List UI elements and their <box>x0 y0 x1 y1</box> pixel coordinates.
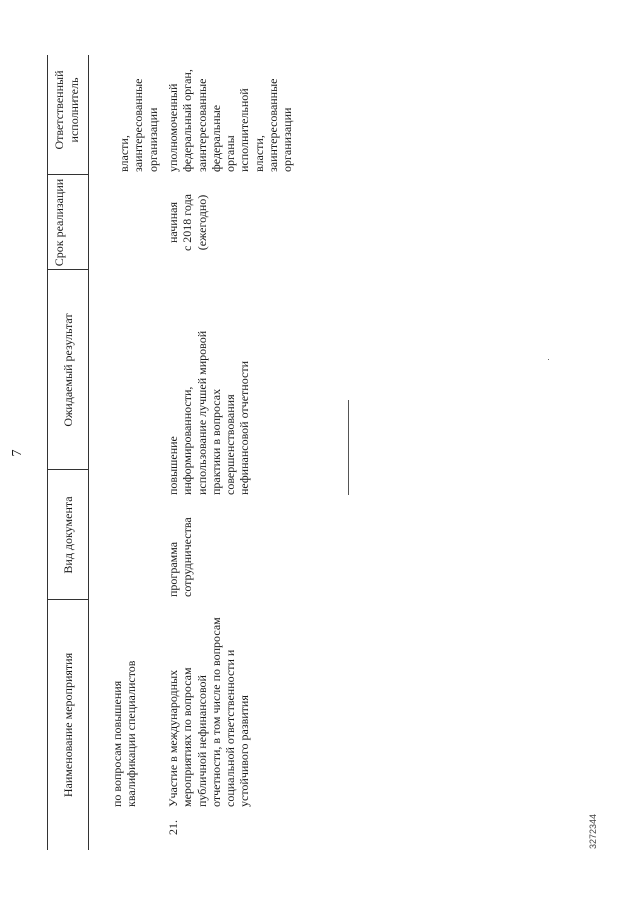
row-executor-line: организации <box>280 107 295 172</box>
document-code: 3272344 <box>588 813 598 849</box>
header-col-doc-type: Вид документа <box>61 496 75 574</box>
row-name-line: публичной нефинансовой <box>194 675 209 807</box>
row-name-line: устойчивого развития <box>237 695 252 807</box>
row-result-line: повышение <box>166 436 180 495</box>
row-name-cell <box>166 617 252 807</box>
header-col-executor <box>52 65 82 155</box>
row-result-cell <box>166 331 252 495</box>
row-executor-line: федеральный орган, <box>180 69 195 172</box>
row-doc-type-cell <box>166 517 195 597</box>
row-term-line: с 2018 года <box>180 193 195 252</box>
header-col-term <box>52 175 67 270</box>
continued-name-cell <box>110 661 139 807</box>
header-col-result: Ожидаемый результат <box>61 313 75 427</box>
continued-executor-line: власти, <box>117 135 131 172</box>
row-term-line: (ежегодно) <box>194 194 209 251</box>
row-executor-line: органы <box>223 135 238 172</box>
row-executor-cell <box>166 69 295 172</box>
row-executor-line: заинтересованные <box>266 78 281 172</box>
row-name-line: отчетности, в том числе по вопросам <box>208 617 223 807</box>
row-term-cell <box>166 175 209 270</box>
continued-name-line: по вопросам повышения <box>110 680 124 807</box>
row-result-line: совершенствования <box>223 394 238 495</box>
row-executor-line: власти, <box>251 135 266 172</box>
header-col-executor-text: Ответственный исполнитель <box>52 70 81 150</box>
scan-speck <box>548 359 549 360</box>
table-header-bottom-border <box>88 55 89 850</box>
end-of-table-separator <box>348 400 349 495</box>
row-name-line: социальной ответственности и <box>223 649 238 807</box>
continued-executor-line: организации <box>145 107 160 172</box>
row-result-line: практики в вопросах <box>208 388 223 495</box>
row-executor-line: исполнительной <box>237 88 252 172</box>
continued-executor-line: заинтересованные <box>131 78 146 172</box>
row-name-line: Участие в международных <box>166 669 180 807</box>
continued-executor-cell-lines <box>117 79 160 173</box>
row-doc-type-line: программа <box>166 541 180 597</box>
row-executor-line: заинтересованные <box>194 78 209 172</box>
row-number: 21. <box>166 820 180 835</box>
page-number: 7 <box>10 449 25 457</box>
row-term-line: начиная <box>166 202 180 243</box>
row-name-line: мероприятиях по вопросам <box>180 667 195 807</box>
header-col-name: Наименование мероприятия <box>61 652 75 798</box>
row-result-line: информированности, <box>180 386 195 495</box>
header-col-term-text: Срок реализации <box>52 178 66 267</box>
row-result-line: нефинансовой отчетности <box>237 361 252 495</box>
continued-name-line: квалификации специалистов <box>124 660 139 807</box>
row-doc-type-line: сотрудничества <box>180 517 195 597</box>
row-result-line: использование лучшей мировой <box>194 330 209 495</box>
row-executor-line: федеральные <box>208 104 223 172</box>
row-executor-line: уполномоченный <box>166 83 180 172</box>
